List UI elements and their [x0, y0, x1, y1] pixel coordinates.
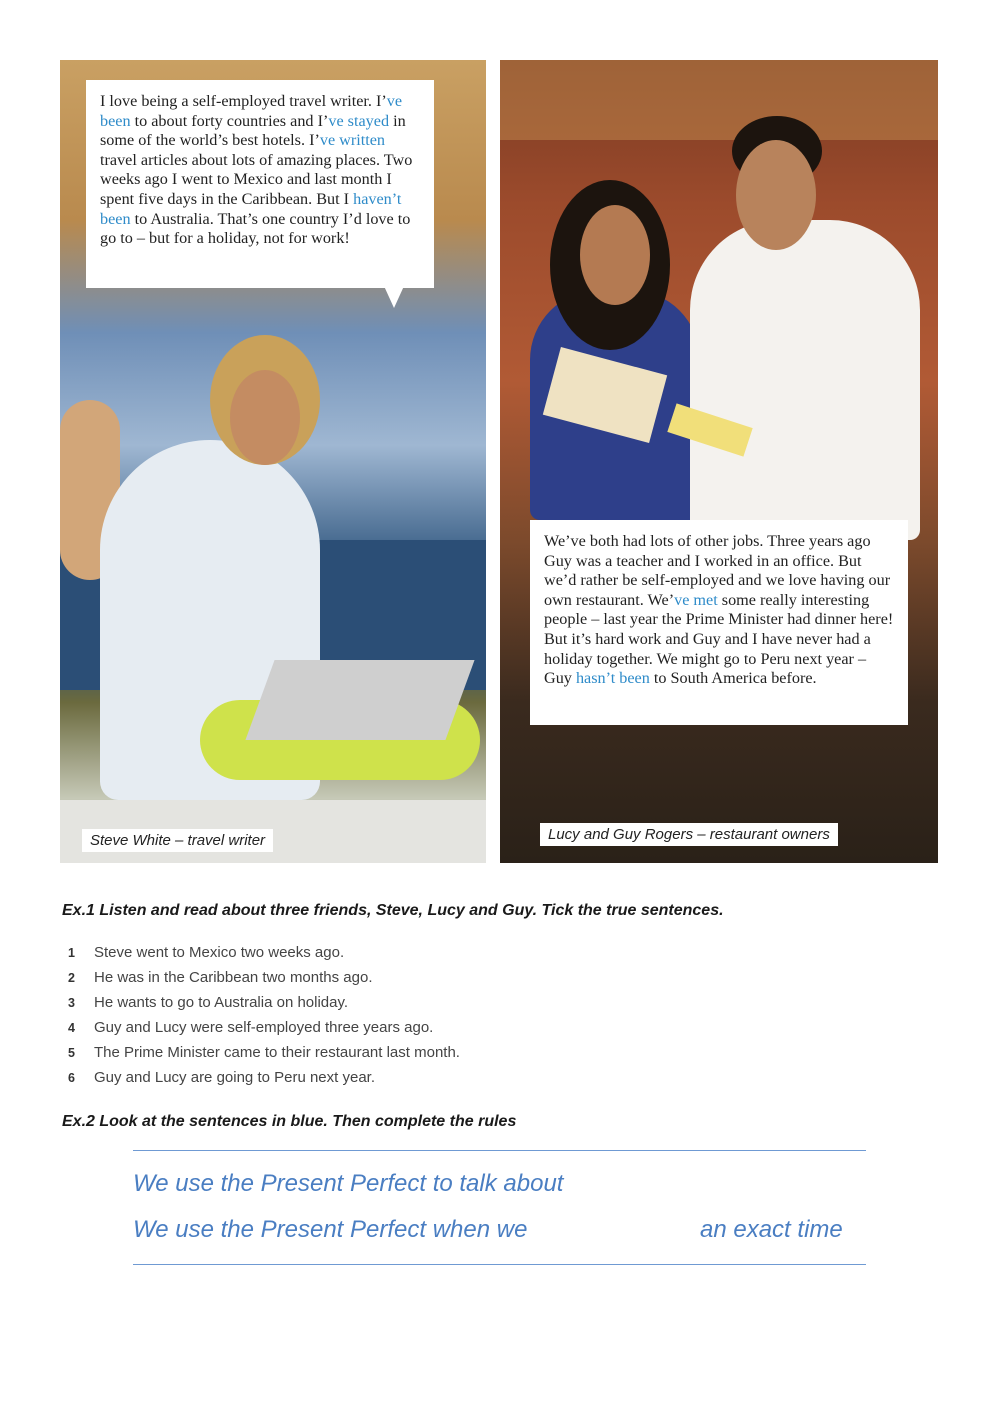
ex2-title: Ex.2 Look at the sentences in blue. Then complete the rules	[62, 1113, 517, 1130]
steve-caption: Steve White – travel writer	[82, 829, 273, 852]
speech-segment: We’ve both had lots of other jobs. Three years ago Guy was a teacher and I worked in an office. But we’d rather be self-employed and we love having our own restaurant. We’	[544, 532, 891, 609]
steve-speech-text	[100, 92, 412, 247]
present-perfect-highlight: hasn’t been	[575, 669, 650, 688]
ex1-sentence	[68, 1040, 460, 1065]
sentence-number: 2	[68, 971, 75, 985]
speech-bubble-tail	[384, 286, 404, 308]
speech-segment: I’	[309, 131, 320, 150]
ex1-sentence	[68, 940, 460, 965]
lucy-guy-speech-bubble	[530, 520, 908, 725]
chef-jacket-shape	[690, 220, 920, 540]
steve-speech-bubble	[86, 80, 434, 288]
sentence-number: 5	[68, 1046, 75, 1060]
speech-segment: I love being a self-employed travel writer.	[100, 92, 376, 110]
ex1-sentence	[68, 1015, 460, 1040]
ex1-sentence-list	[68, 940, 460, 1090]
sentence-number: 1	[68, 946, 75, 960]
laptop-shape	[245, 660, 474, 740]
sentence-text: The Prime Minister came to their restaurant last month.	[94, 1044, 460, 1061]
lucy-guy-speech-text	[544, 532, 893, 687]
lucy-guy-caption: Lucy and Guy Rogers – restaurant owners	[540, 823, 838, 846]
sentence-number: 4	[68, 1021, 75, 1035]
speech-segment: to about forty countries and	[130, 111, 318, 130]
speech-segment: I’	[317, 111, 329, 130]
ex1-sentence	[68, 990, 460, 1015]
speech-segment: in some of the world’s best hotels.	[100, 111, 406, 150]
sentence-text: Guy and Lucy are going to Peru next year.	[94, 1069, 376, 1086]
speech-segment: to Australia. That’s one country I’d love to go to – but for a holiday, not for work!	[100, 209, 411, 248]
present-perfect-highlight: ve stayed	[328, 111, 390, 130]
present-perfect-highlight: ve written	[319, 131, 386, 150]
sentence-text: Guy and Lucy were self-employed three years ago.	[94, 1019, 434, 1036]
rule-top-line	[133, 1150, 866, 1151]
speech-segment: some really interesting people – last year the Prime Minister had dinner here! But it’s hard work and Guy and I have never had a holiday together. We might go to Peru next year – Guy	[544, 590, 894, 688]
ex1-sentence	[68, 965, 460, 990]
rule-1: We use the Present Perfect to talk about	[133, 1170, 564, 1197]
restaurant-owners-photo	[500, 60, 938, 863]
present-perfect-highlight: ve met	[674, 590, 718, 609]
rule-2-end: an exact time	[700, 1216, 843, 1243]
woman-face-shape	[580, 205, 650, 305]
ceiling-lamp	[500, 60, 938, 140]
speech-segment: travel articles about lots of amazing places. Two weeks ago I went to Mexico and last month I spent five days in the Caribbean. But I	[100, 150, 413, 208]
ex1-sentence	[68, 1065, 460, 1090]
sentence-text: He wants to go to Australia on holiday.	[94, 994, 349, 1011]
sentence-number: 6	[68, 1071, 75, 1085]
speech-segment: I’	[376, 92, 387, 110]
chef-face-shape	[736, 140, 816, 250]
ex1-title: Ex.1 Listen and read about three friends, Steve, Lucy and Guy. Tick the true sentences.	[62, 902, 724, 919]
man-face-shape	[230, 370, 300, 465]
sentence-text: Steve went to Mexico two weeks ago.	[94, 944, 345, 961]
present-perfect-highlight: haven’t been	[100, 189, 402, 228]
rule-2-start: We use the Present Perfect when we	[133, 1216, 528, 1243]
sentence-number: 3	[68, 996, 75, 1010]
sentence-text: He was in the Caribbean two months ago.	[94, 969, 373, 986]
present-perfect-highlight: ve been	[100, 92, 403, 130]
rule-bottom-line	[133, 1264, 866, 1265]
speech-segment: to South America before.	[649, 669, 817, 688]
